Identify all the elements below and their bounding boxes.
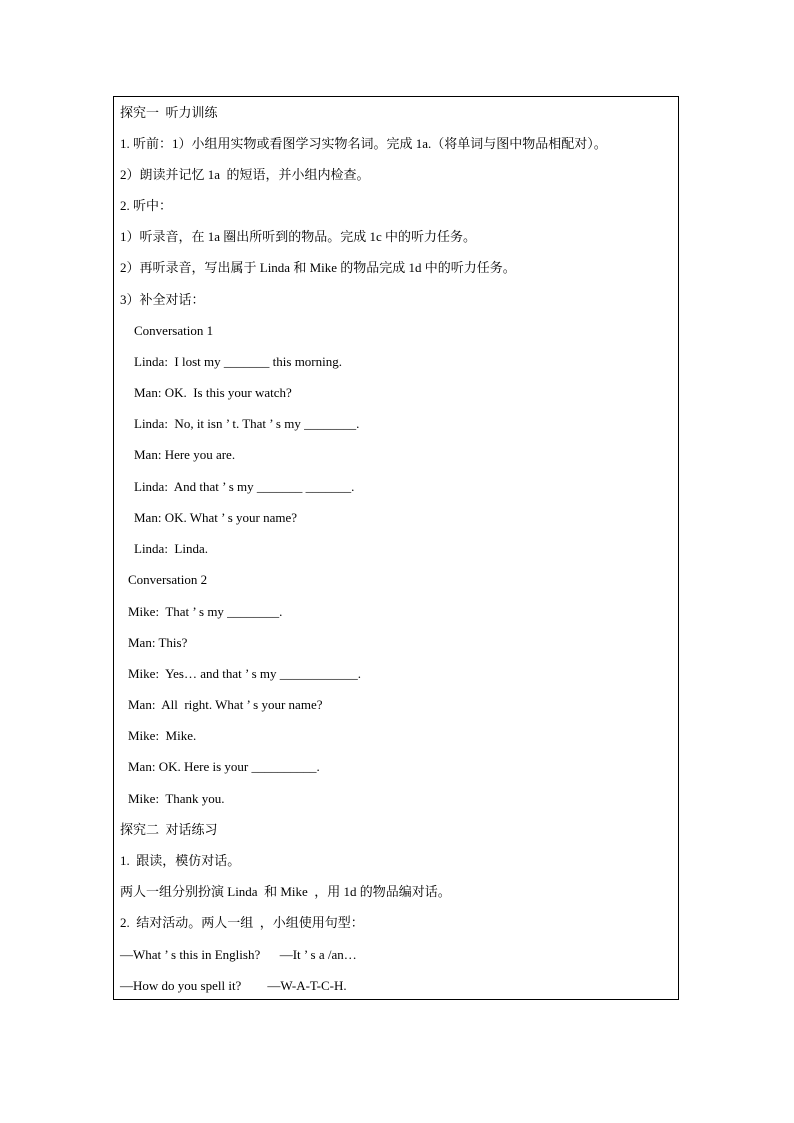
section2-item-1: 1. 跟读，模仿对话。 [120,853,241,868]
conversation2-line: Man: OK. Here is your __________. [128,759,320,774]
pre-listening-step: 1. 听前：1）小组用实物或看图学习实物名词。完成 1a.（将单词与图中物品相配对）。 [120,136,607,151]
conversation2-line: Mike: Mike. [128,728,197,743]
while-listening-step-3: 3）补全对话： [120,292,205,307]
conversation1-line: Linda: No, it isn ’ t. That ’ s my ________. [134,416,360,431]
pre-listening-step-2: 2）朗读并记忆 1a 的短语，并小组内检查。 [120,167,370,182]
while-listening-heading: 2. 听中： [120,198,173,213]
sentence-pattern-2: —How do you spell it? —W-A-T-C-H. [120,978,347,993]
conversation2-line: Mike: Yes… and that ’ s my ____________. [128,666,362,681]
conversation2-line: Man: All right. What ’ s your name? [128,697,323,712]
conversation2-title: Conversation 2 [128,572,208,587]
conversation2-line: Mike: Thank you. [128,791,225,806]
conversation2-line: Mike: That ’ s my ________. [128,604,283,619]
conversation1-title: Conversation 1 [134,323,214,338]
conversation1-line: Man: Here you are. [134,447,236,462]
while-listening-step-1: 1）听录音，在 1a 圈出所听到的物品。完成 1c 中的听力任务。 [120,229,477,244]
conversation1-line: Linda: I lost my _______ this morning. [134,354,342,369]
conversation1-line: Man: OK. Is this your watch? [134,385,292,400]
conversation1-line: Linda: And that ’ s my _______ _______. [134,479,355,494]
while-listening-step-2: 2）再听录音，写出属于 Linda 和 Mike 的物品完成 1d 中的听力任务。 [120,260,516,275]
section1-title: 探究一 听力训练 [120,105,218,120]
section2-item-2: 2. 结对活动。两人一组 ，小组使用句型： [120,915,364,930]
section2-item-1-desc: 两人一组分别扮演 Linda 和 Mike ，用 1d 的物品编对话。 [120,884,451,899]
conversation1-line: Linda: Linda. [134,541,209,556]
sentence-pattern-1: —What ’ s this in English? —It ’ s a /an… [120,947,357,962]
section2-title: 探究二 对话练习 [120,822,218,837]
worksheet-box [113,96,679,1000]
conversation2-line: Man: This? [128,635,188,650]
conversation1-line: Man: OK. What ’ s your name? [134,510,298,525]
